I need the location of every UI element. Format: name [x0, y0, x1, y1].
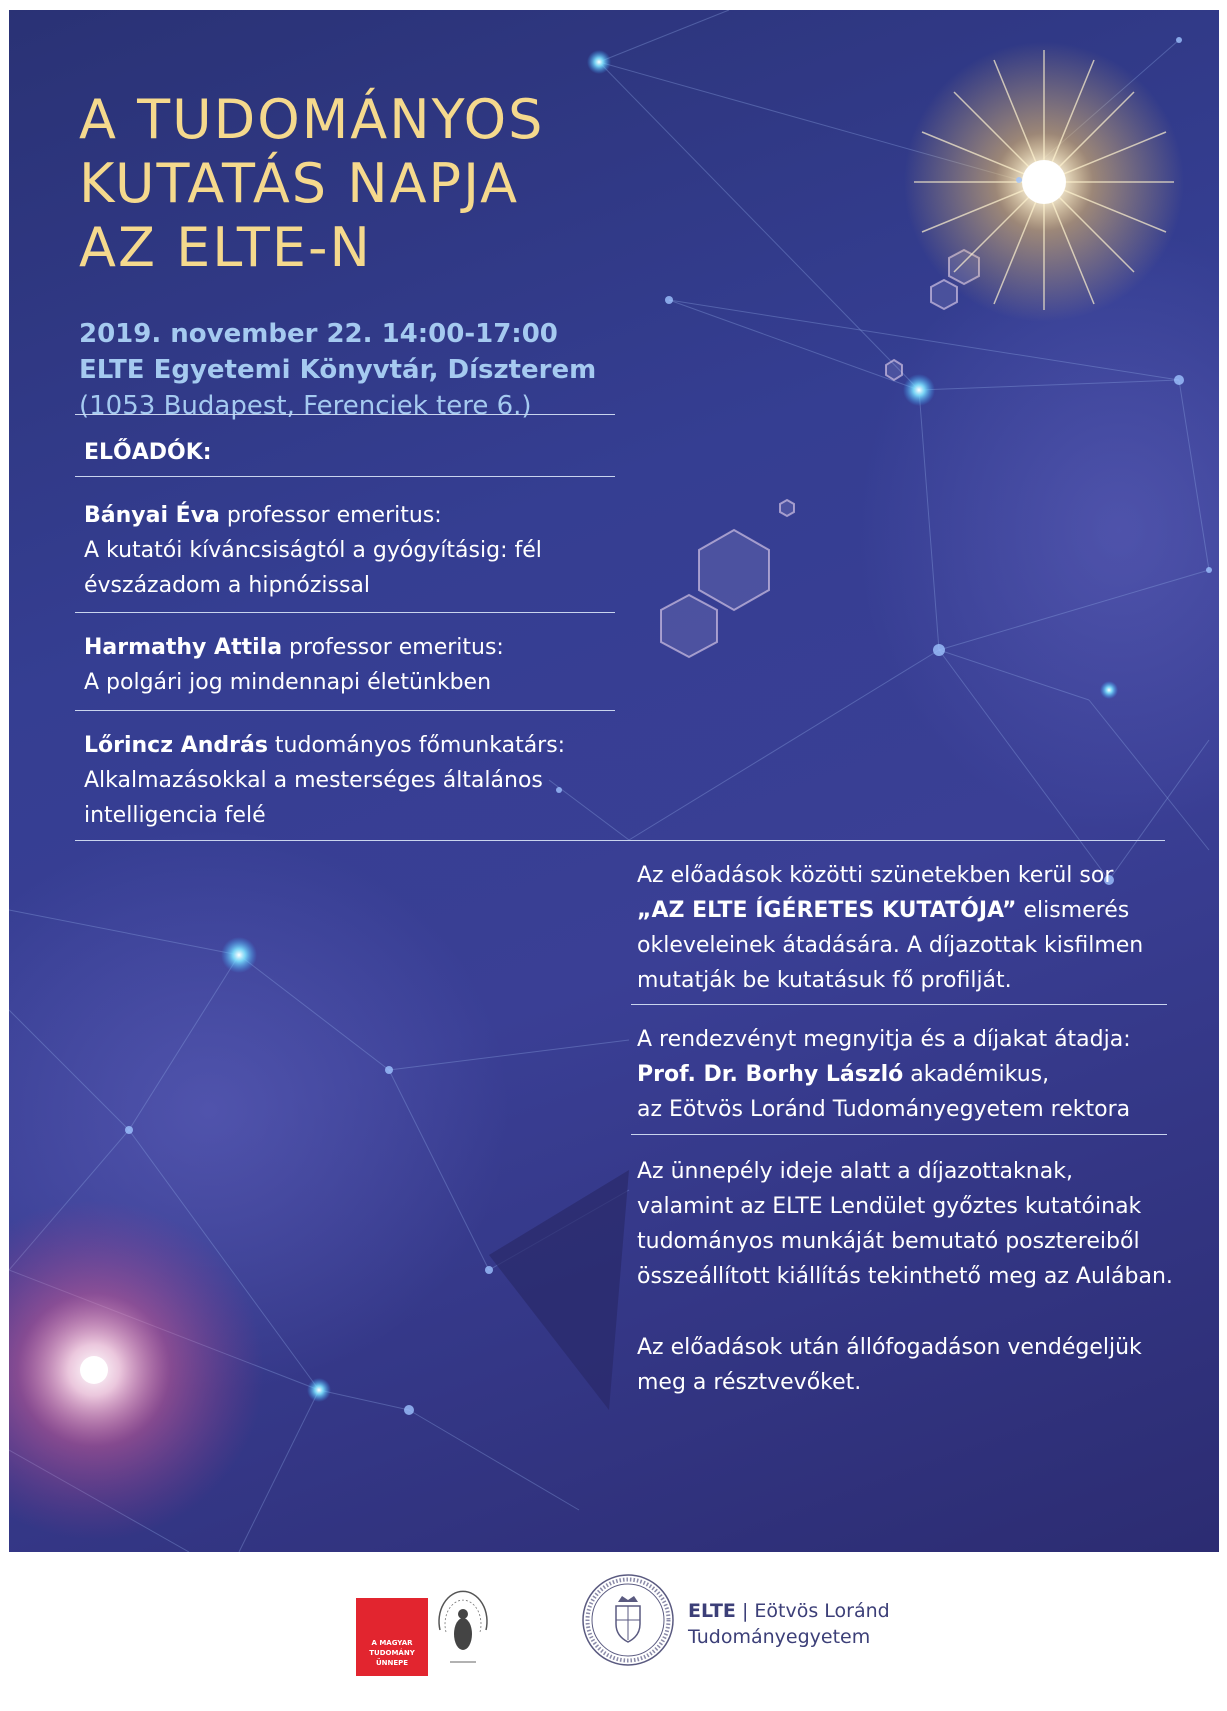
divider — [75, 414, 615, 415]
event-date-time: 2019. november 22. 14:00-17:00 — [79, 319, 558, 349]
text-line: Az előadások után állófogadáson vendégeljük — [637, 1335, 1142, 1360]
text-line: Az ünnepély ideje alatt a díjazottaknak, — [637, 1159, 1073, 1184]
talk-title-line: évszázadom a hipnózissal — [84, 573, 370, 598]
divider — [75, 710, 615, 711]
elte-name-line: Tudományegyetem — [688, 1626, 871, 1648]
logo-text: ÜNNEPE — [375, 1659, 409, 1667]
poster-title — [79, 88, 544, 280]
opening-paragraph — [637, 1022, 1177, 1127]
speaker-role: tudományos főmunkatárs: — [274, 733, 566, 758]
event-address: (1053 Budapest, Ferenciek tere 6.) — [79, 391, 532, 421]
text-line: összeállított kiállítás tekinthető meg az Aulában. — [637, 1264, 1173, 1289]
reception-paragraph — [637, 1330, 1177, 1400]
title-line-2: KUTATÁS NAPJA — [79, 152, 520, 215]
talk-title-line: Alkalmazásokkal a mesterséges általános — [84, 768, 543, 793]
elte-separator: | — [741, 1600, 749, 1622]
event-info — [79, 316, 596, 424]
exhibition-paragraph — [637, 1154, 1177, 1294]
elte-name-line: Eötvös Loránd — [754, 1600, 890, 1622]
elte-seal-icon — [580, 1572, 676, 1668]
divider — [75, 612, 615, 613]
speaker-1 — [84, 498, 624, 603]
talk-title-line: A kutatói kíváncsiságtól a gyógyításig: fél — [84, 538, 542, 563]
text-line: valamint az ELTE Lendület győztes kutatóinak — [637, 1194, 1142, 1219]
speaker-role: professor emeritus: — [226, 503, 442, 528]
rector-name: Prof. Dr. Borhy László — [637, 1062, 904, 1087]
speaker-role: professor emeritus: — [289, 635, 504, 660]
text-line: Az előadások közötti szünetekben kerül sor — [637, 863, 1114, 888]
text-line: elismerés — [1023, 898, 1130, 923]
title-line-1: A TUDOMÁNYOS — [79, 88, 545, 151]
logo-text: A MAGYAR — [371, 1639, 413, 1647]
elte-abbr: ELTE — [688, 1600, 736, 1622]
text-line: A rendezvényt megnyitja és a díjakat átadja: — [637, 1027, 1131, 1052]
speaker-name: Lőrincz András — [84, 733, 268, 758]
divider — [75, 476, 615, 477]
elte-wordmark — [688, 1598, 890, 1650]
text-line: mutatják be kutatásuk fő profilját. — [637, 968, 1012, 993]
divider-wide — [75, 840, 1165, 841]
dark-triangle — [489, 1170, 629, 1410]
speakers-heading: ELŐADÓK: — [84, 440, 212, 465]
speaker-name: Harmathy Attila — [84, 635, 283, 660]
event-venue: ELTE Egyetemi Könyvtár, Díszterem — [79, 355, 597, 385]
talk-title-line: intelligencia felé — [84, 803, 266, 828]
speaker-2 — [84, 630, 624, 700]
talk-title-line: A polgári jog mindennapi életünkben — [84, 670, 492, 695]
text-line: az Eötvös Loránd Tudományegyetem rektora — [637, 1097, 1131, 1122]
divider — [631, 1004, 1167, 1005]
award-paragraph — [637, 858, 1177, 998]
mta-seal-icon — [434, 1590, 492, 1670]
logo-text: TUDOMÁNY — [369, 1649, 415, 1657]
award-name: „AZ ELTE ÍGÉRETES KUTATÓJA” — [637, 898, 1017, 923]
title-line-3: AZ ELTE-N — [79, 216, 372, 279]
poster-background — [9, 10, 1219, 1552]
text-line: akadémikus, — [910, 1062, 1050, 1087]
speaker-3 — [84, 728, 624, 833]
sun-flare — [904, 42, 1184, 322]
speaker-name: Bányai Éva — [84, 503, 220, 528]
text-line: okleveleinek átadására. A díjazottak kisfilmen — [637, 933, 1144, 958]
text-line: meg a résztvevőket. — [637, 1370, 862, 1395]
divider — [631, 1134, 1167, 1135]
text-line: tudományos munkáját bemutató posztereiből — [637, 1229, 1140, 1254]
magyar-tudomany-unnepe-logo — [356, 1598, 428, 1676]
